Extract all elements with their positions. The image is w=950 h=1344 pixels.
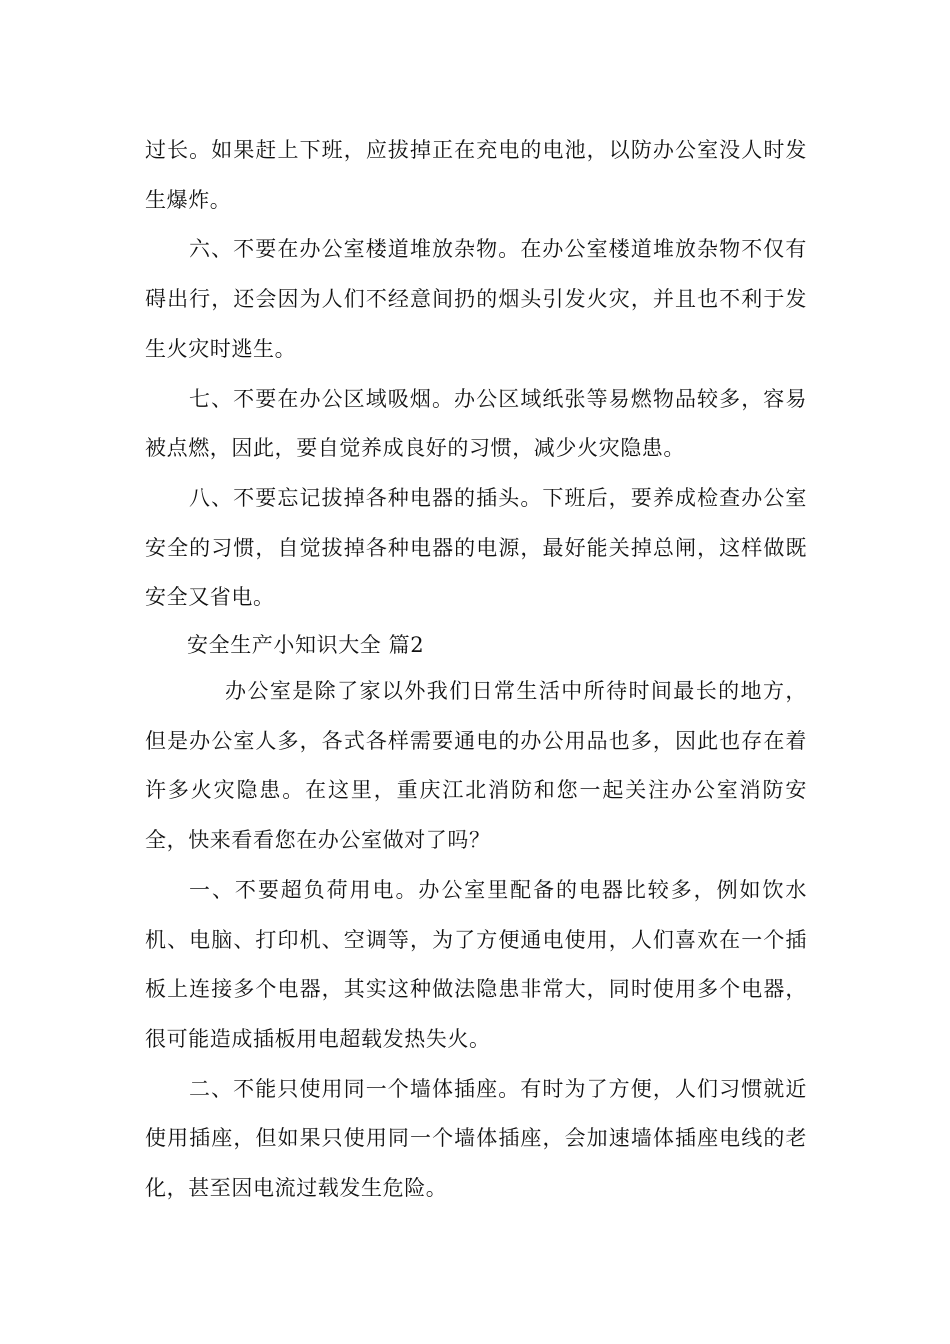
paragraph-continuation: 过长。如果赶上下班，应拔掉正在充电的电池，以防办公室没人时发生爆炸。: [145, 138, 807, 212]
paragraph-item-1: 一、不要超负荷用电。办公室里配备的电器比较多，例如饮水机、电脑、打印机、空调等，为了方便通电使用，人们喜欢在一个插板上连接多个电器，其实这种做法隐患非常大，同时使用多个电器，很可能造成插板用电超载发热失火。: [145, 877, 807, 1051]
paragraph-item-7: 七、不要在办公区域吸烟。办公区域纸张等易燃物品较多，容易被点燃，因此，要自觉养成良好的习惯，减少火灾隐患。: [145, 386, 807, 461]
section-heading: 安全生产小知识大全 篇2: [187, 633, 425, 658]
paragraph-item-8: 八、不要忘记拔掉各种电器的插头。下班后，要养成检查办公室安全的习惯，自觉拔掉各种电器的电源，最好能关掉总闸，这样做既安全又省电。: [145, 485, 807, 610]
paragraph-item-2: 二、不能只使用同一个墙体插座。有时为了方便，人们习惯就近使用插座，但如果只使用同一个墙体插座，会加速墙体插座电线的老化，甚至因电流过载发生危险。: [145, 1076, 807, 1201]
intro-paragraph: 办公室是除了家以外我们日常生活中所待时间最长的地方，但是办公室人多，各式各样需要通电的办公用品也多，因此也存在着许多火灾隐患。在这里，重庆江北消防和您一起关注办公室消防安全，快来看看您在办公室做对了吗？: [145, 679, 807, 853]
document-body: [145, 126, 807, 1214]
paragraph-item-6: 六、不要在办公室楼道堆放杂物。在办公室楼道堆放杂物不仅有碍出行，还会因为人们不经意间扔的烟头引发火灾，并且也不利于发生火灾时逃生。: [145, 237, 807, 361]
